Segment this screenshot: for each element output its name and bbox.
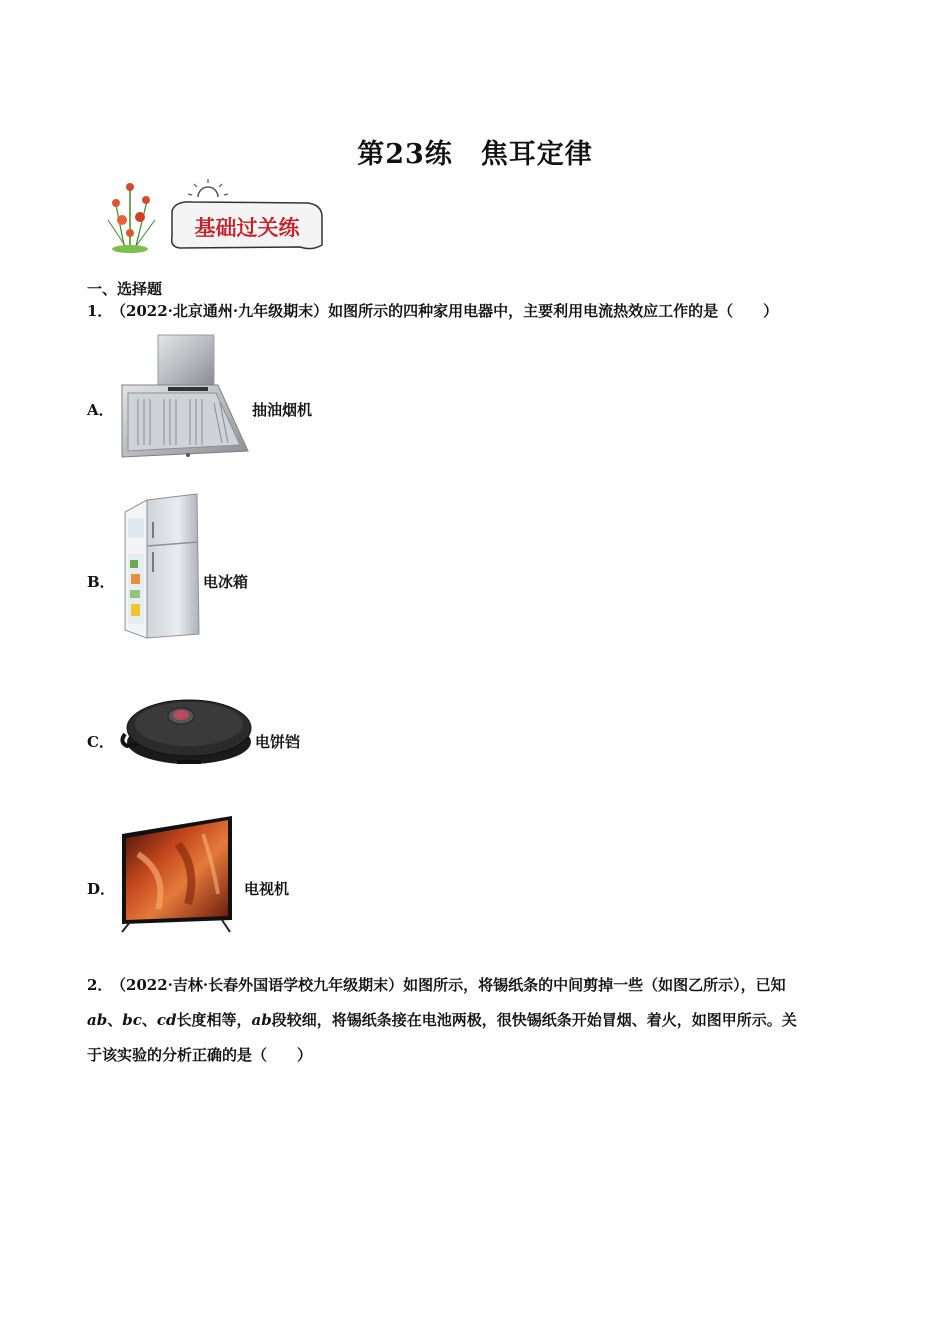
question-2: [87, 968, 867, 1073]
question-1: [87, 294, 867, 329]
question-number: 1．: [87, 302, 113, 320]
option-c-caption: 电饼铛: [255, 733, 301, 751]
option-c-letter: C．: [87, 733, 114, 751]
question-line-1: 2． （2022·吉林·长春外国语学校九年级期末）如图所示，将锡纸条的中间剪掉一些（如图乙所示），已知: [87, 976, 786, 994]
section-banner: [100, 175, 330, 255]
option-b-caption: 电冰箱: [203, 573, 249, 591]
banner-text: 基础过关练: [194, 215, 300, 240]
option-b-letter: B．: [87, 573, 115, 591]
section-heading: 一、选择题: [87, 280, 163, 298]
page-title: 第23练 焦耳定律: [357, 139, 593, 170]
refrigerator-icon: [117, 492, 203, 642]
television-icon: [118, 814, 242, 938]
question-number: 2．: [87, 976, 113, 994]
electric-pan-icon: [117, 684, 255, 774]
range-hood-icon: [118, 333, 250, 461]
sun-icon: [188, 179, 228, 197]
option-a-caption: 抽油烟机: [252, 401, 313, 419]
question-line-2: ab、bc、cd长度相等，ab段较细，将锡纸条接在电池两极，很快锡纸条开始冒烟、着火，如图甲所示。关: [87, 1011, 797, 1029]
question-line-3: 于该实验的分析正确的是（ ）: [87, 1046, 313, 1064]
option-a-letter: A．: [87, 401, 114, 419]
option-d-letter: D．: [87, 880, 116, 898]
question-text: （2022·北京通州·九年级期末）如图所示的四种家用电器中，主要利用电流热效应工作的是（ ）: [118, 302, 779, 320]
flower-icon: [108, 183, 155, 253]
option-d-caption: 电视机: [244, 880, 290, 898]
